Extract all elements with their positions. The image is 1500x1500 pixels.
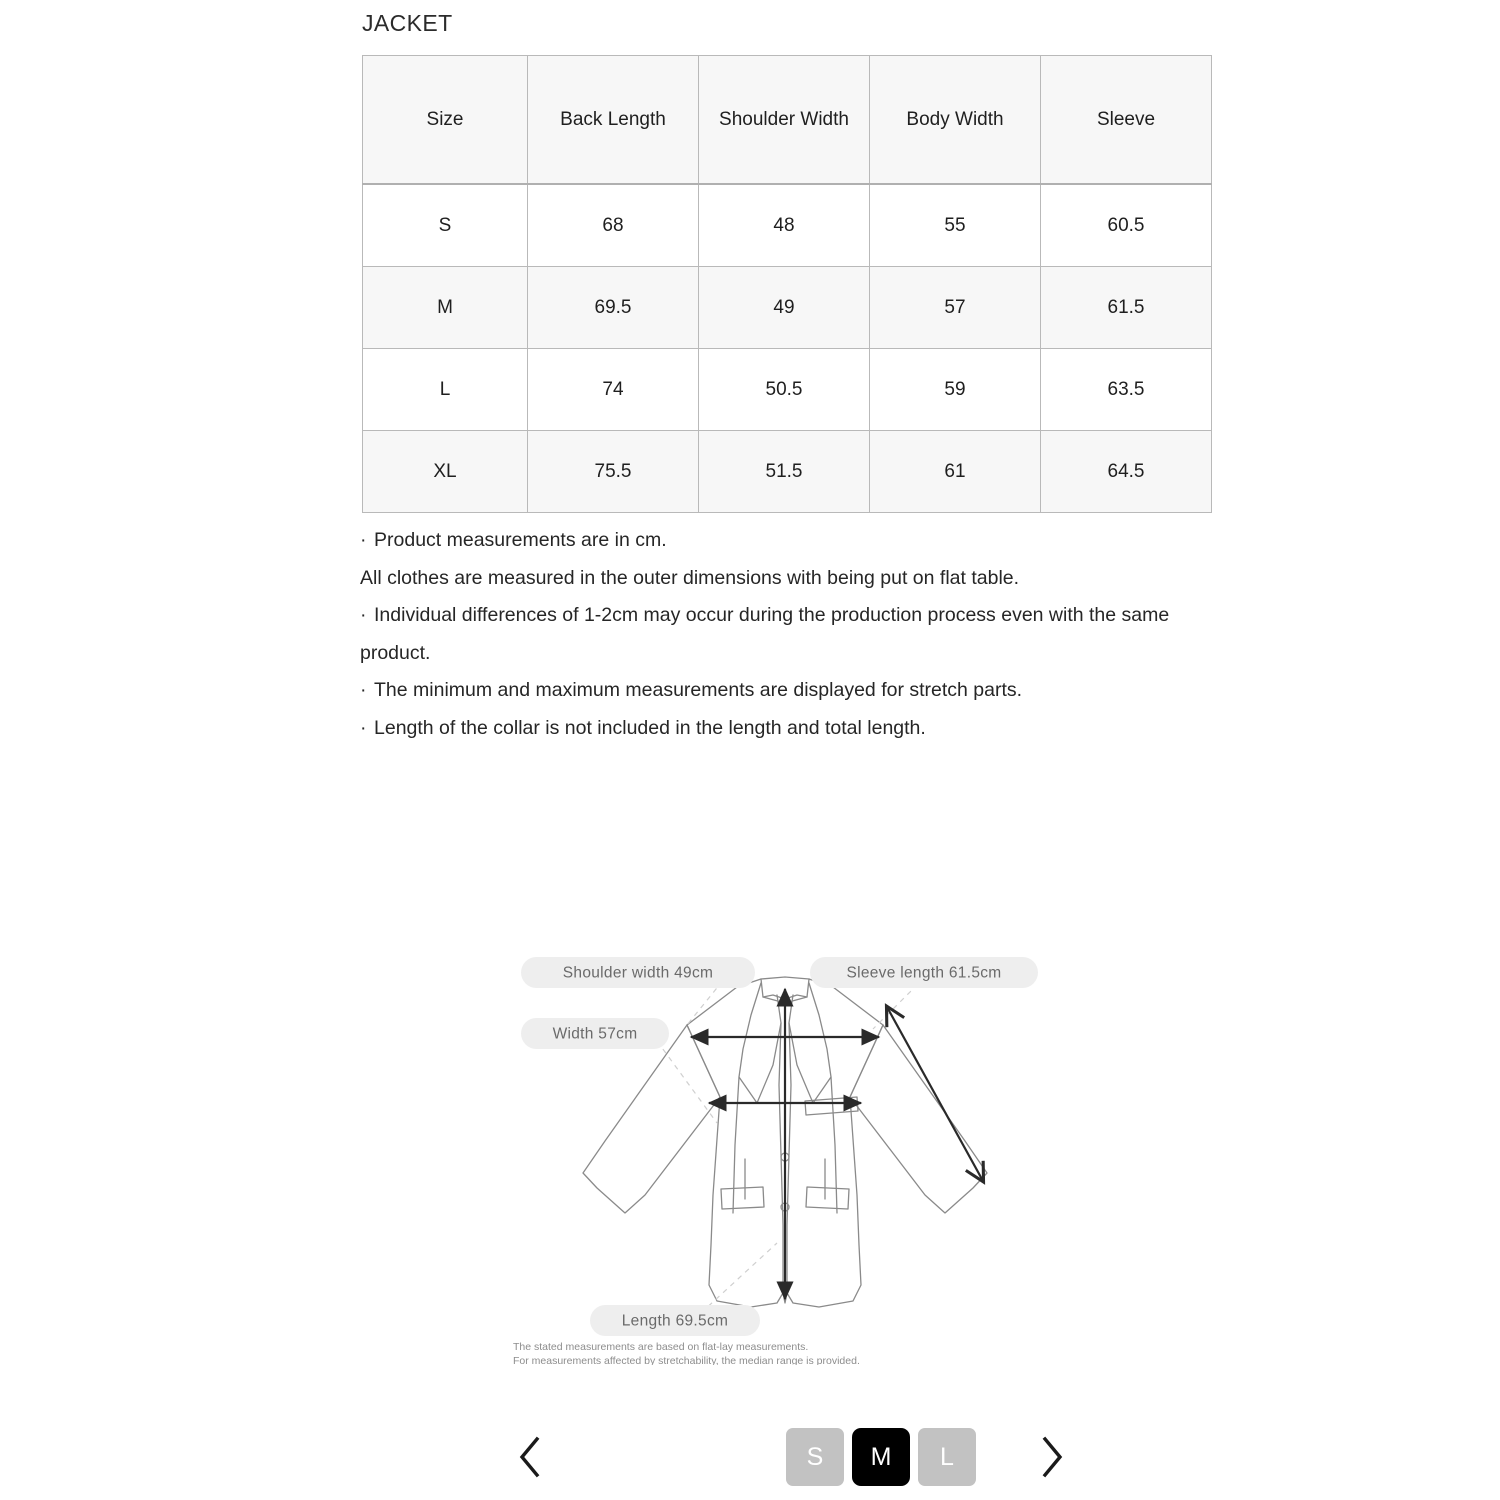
prev-size-button[interactable] — [500, 1424, 560, 1490]
column-header-size: Size — [363, 56, 528, 185]
chevron-left-icon — [515, 1435, 545, 1479]
note-line-4 — [360, 672, 1190, 710]
size-table — [362, 55, 1212, 513]
size-option-label: S — [806, 1442, 824, 1471]
size-selector-bar — [0, 1424, 1500, 1490]
cell-sleeve: 60.5 — [1041, 184, 1212, 267]
cell-body-width: 57 — [870, 267, 1041, 349]
size-option-s[interactable] — [786, 1428, 844, 1486]
label-length — [590, 1305, 760, 1336]
size-option-group — [786, 1424, 976, 1490]
cell-size: S — [363, 184, 528, 267]
leader-length — [701, 1243, 777, 1313]
cell-back-length: 75.5 — [528, 431, 699, 513]
cell-shoulder-width: 51.5 — [699, 431, 870, 513]
note-line-2 — [360, 560, 1190, 598]
cell-back-length: 69.5 — [528, 267, 699, 349]
label-width-text: Width 57cm — [552, 1025, 638, 1043]
bullet-icon: · — [360, 604, 367, 626]
table-row — [363, 184, 1212, 267]
size-option-label: L — [940, 1442, 954, 1471]
table-row — [363, 431, 1212, 513]
page-title: JACKET — [362, 10, 453, 36]
column-header-shoulder-width: Shoulder Width — [699, 56, 870, 185]
size-option-l[interactable] — [918, 1428, 976, 1486]
measurement-diagram — [505, 945, 1065, 1365]
label-length-text: Length 69.5cm — [621, 1312, 729, 1330]
size-table-container — [362, 55, 1212, 513]
cell-body-width: 61 — [870, 431, 1041, 513]
fineprint-line-1: The stated measurements are based on flat-lay measurements. — [513, 1341, 809, 1353]
leader-width — [657, 1041, 717, 1123]
label-shoulder-width — [521, 957, 755, 988]
cell-back-length: 74 — [528, 349, 699, 431]
table-row — [363, 349, 1212, 431]
note-text: Product measurements are in cm. — [374, 529, 667, 551]
cell-sleeve: 64.5 — [1041, 431, 1212, 513]
cell-body-width: 59 — [870, 349, 1041, 431]
column-header-sleeve: Sleeve — [1041, 56, 1212, 185]
note-text: Individual differences of 1-2cm may occur during the production process even with the same product. — [360, 604, 1170, 664]
label-sleeve-length — [810, 957, 1038, 988]
table-row — [363, 267, 1212, 349]
cell-sleeve: 63.5 — [1041, 349, 1212, 431]
note-line-3 — [360, 597, 1190, 672]
label-shoulder-width-text: Shoulder width 49cm — [562, 964, 714, 982]
chevron-right-icon — [1037, 1435, 1067, 1479]
column-header-back-length: Back Length — [528, 56, 699, 185]
cell-shoulder-width: 49 — [699, 267, 870, 349]
bullet-icon: · — [360, 679, 367, 701]
label-sleeve-length-text: Sleeve length 61.5cm — [846, 964, 1002, 982]
bullet-icon: · — [360, 716, 367, 739]
cell-size: XL — [363, 431, 528, 513]
note-line-1 — [360, 522, 1190, 560]
cell-shoulder-width: 50.5 — [699, 349, 870, 431]
note-line-5 — [360, 710, 1190, 748]
arrow-sleeve-length — [887, 1007, 983, 1181]
cell-body-width: 55 — [870, 184, 1041, 267]
size-option-m[interactable] — [852, 1428, 910, 1486]
next-size-button[interactable] — [1022, 1424, 1082, 1490]
column-header-body-width: Body Width — [870, 56, 1041, 185]
note-text: All clothes are measured in the outer dimensions with being put on flat table. — [360, 566, 1020, 589]
bullet-icon: · — [360, 529, 367, 551]
fineprint-line-2: For measurements affected by stretchability, the median range is provided. — [513, 1355, 860, 1365]
note-text: Length of the collar is not included in the length and total length. — [374, 716, 926, 739]
cell-size: M — [363, 267, 528, 349]
table-header-row — [363, 56, 1212, 185]
label-width — [521, 1018, 669, 1049]
cell-size: L — [363, 349, 528, 431]
measurement-notes — [360, 522, 1190, 747]
cell-back-length: 68 — [528, 184, 699, 267]
size-option-label: M — [870, 1442, 892, 1471]
cell-sleeve: 61.5 — [1041, 267, 1212, 349]
cell-shoulder-width: 48 — [699, 184, 870, 267]
note-text: The minimum and maximum measurements are displayed for stretch parts. — [374, 679, 1023, 701]
